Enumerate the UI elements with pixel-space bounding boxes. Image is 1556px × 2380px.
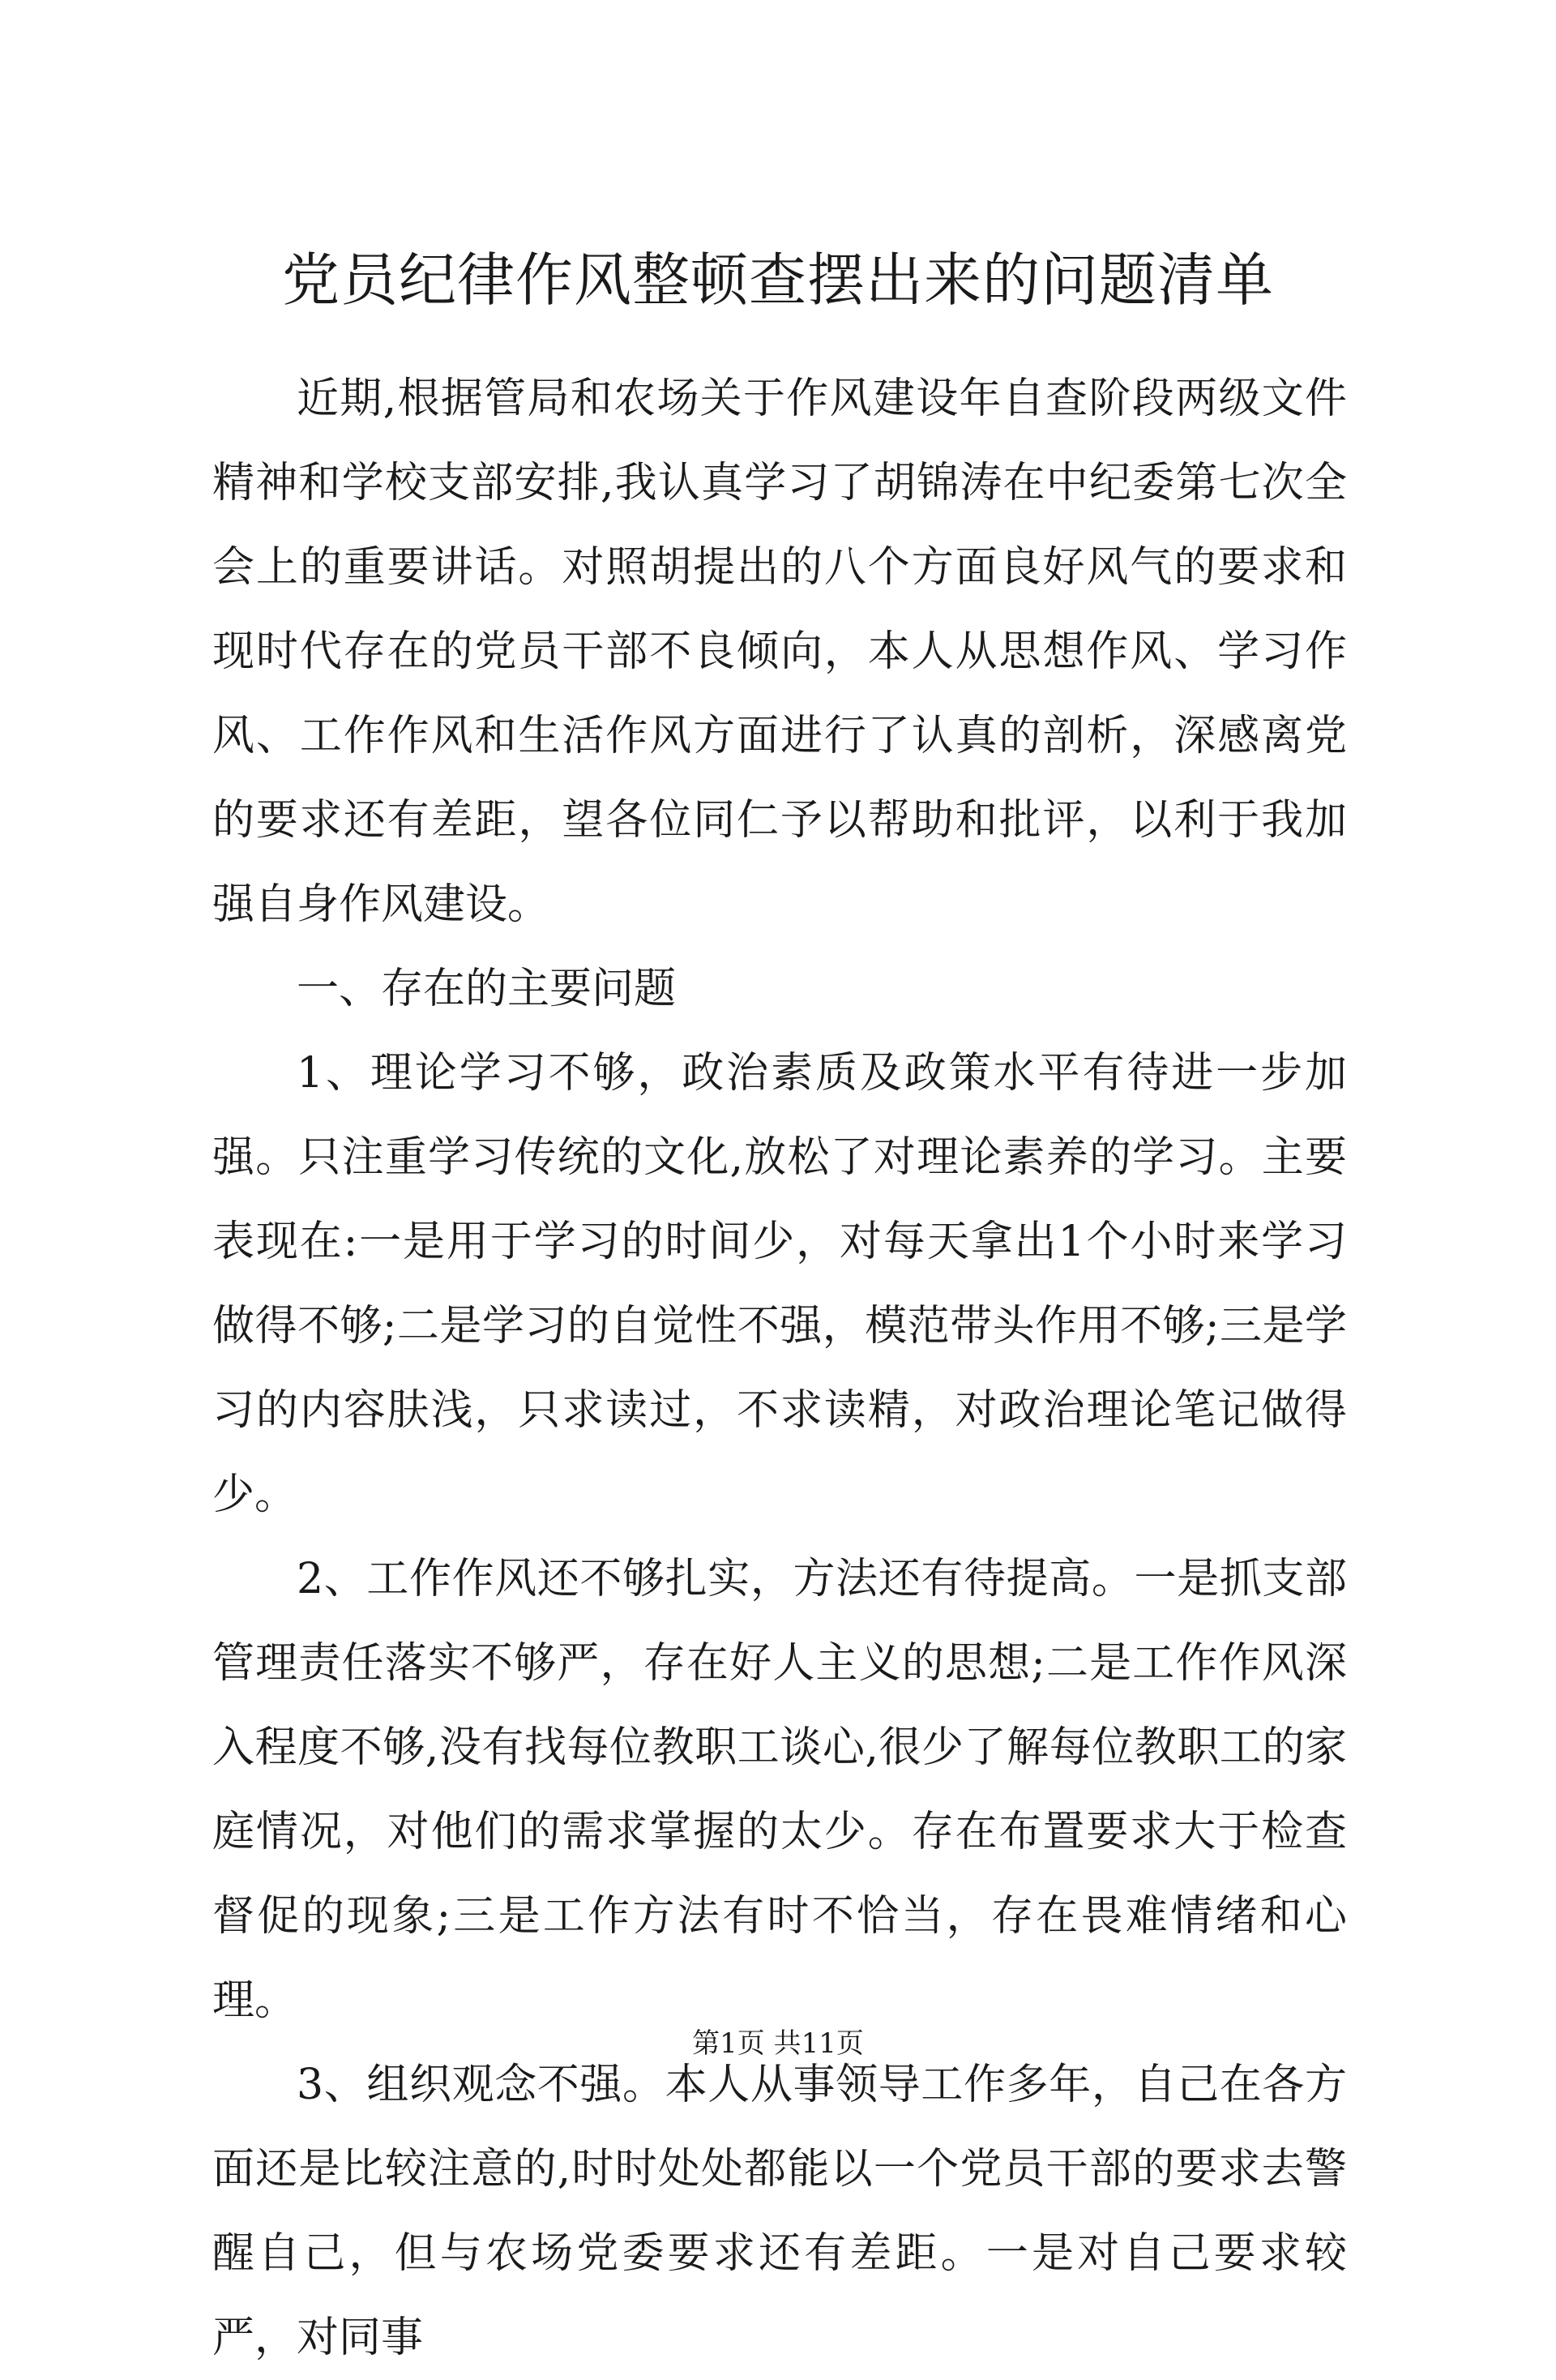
paragraph-intro: 近期,根据管局和农场关于作风建设年自查阶段两级文件精神和学校支部安排,我认真学习了胡锦涛在中纪委第七次全会上的重要讲话。对照胡提出的八个方面良好风气的要求和现时代存在的党员干部不良倾向，本人从思想作风、学习作风、工作作风和生活作风方面进行了认真的剖析，深感离党的要求还有差距，望各位同仁予以帮助和批评，以利于我加强自身作风建设。: [212, 375, 1347, 929]
document-body: [212, 357, 1347, 2380]
paragraph-item-2: 2、工作作风还不够扎实，方法还有待提高。一是抓支部管理责任落实不够严，存在好人主义的思想;二是工作作风深入程度不够,没有找每位教职工谈心,很少了解每位教职工的家庭情况，对他们的需求掌握的太少。存在布置要求大于检查督促的现象;三是工作方法有时不恰当，存在畏难情绪和心理。: [212, 1555, 1347, 2025]
document-title: 党员纪律作风整顿查摆出来的问题清单: [281, 246, 1274, 314]
paragraph-item-1: 1、理论学习不够，政治素质及政策水平有待进一步加强。只注重学习传统的文化,放松了对理论素养的学习。主要表现在:一是用于学习的时间少，对每天拿出1个小时来学习做得不够;二是学习的自觉性不强，模范带头作用不够;三是学习的内容肤浅，只求读过，不求读精，对政治理论笔记做得少。: [212, 1049, 1347, 1519]
section-heading: 一、存在的主要问题: [297, 965, 677, 1013]
page-footer: 第1页 共11页: [692, 2027, 864, 2060]
paragraph-item-3: 3、组织观念不强。本人从事领导工作多年，自己在各方面还是比较注意的,时时处处都能以一个党员干部的要求去警醒自己，但与农场党委要求还有差距。一是对自己要求较严，对同事: [212, 2061, 1347, 2362]
